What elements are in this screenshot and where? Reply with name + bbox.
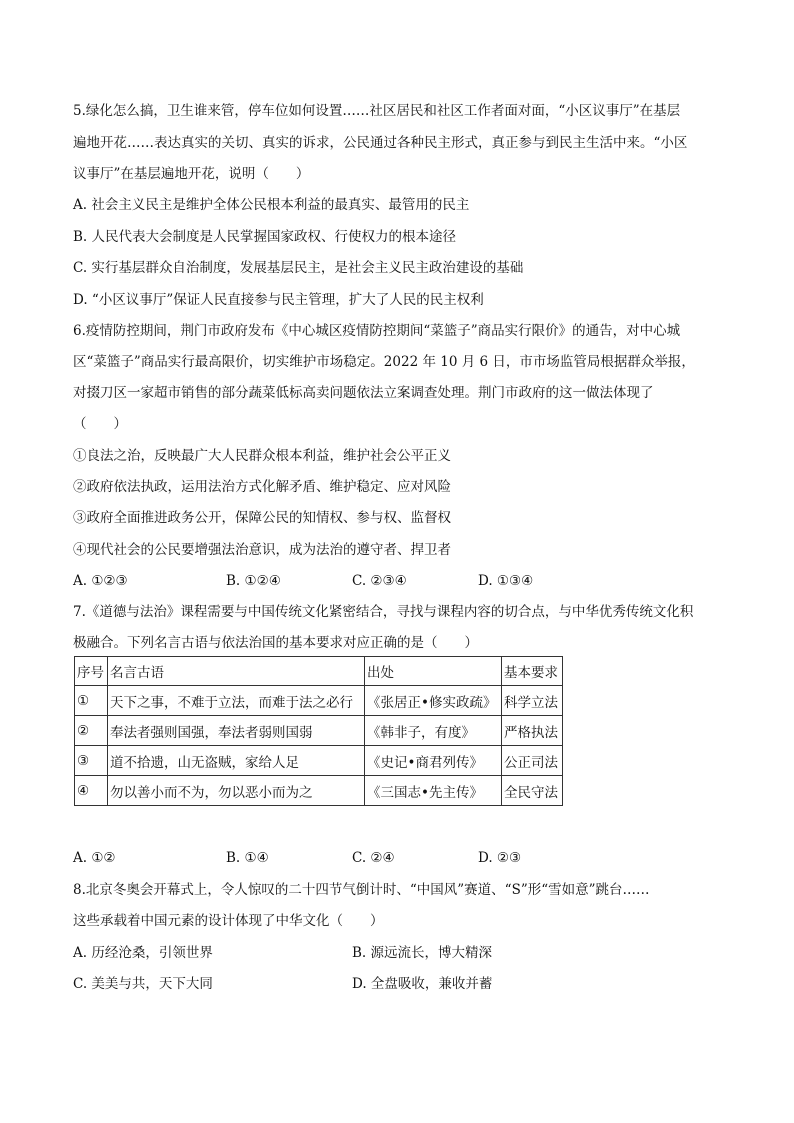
table-header-row <box>75 657 563 686</box>
question-8-line-2: 这些承载着中国元素的设计体现了中华文化（ ） <box>73 913 384 929</box>
table-cell: ② <box>75 716 108 746</box>
table-cell: 科学立法 <box>502 686 563 716</box>
table-cell: 公正司法 <box>502 746 563 776</box>
table-cell: 全民守法 <box>502 776 563 806</box>
question-5-option-c: C. 实行基层群众自治制度，发展基层民主，是社会主义民主政治建设的基础 <box>73 260 524 276</box>
table-row <box>75 716 563 746</box>
question-6-option-d: D. ①③④ <box>478 573 534 589</box>
question-6-statement-2: ②政府依法执政，运用法治方式化解矛盾、维护稳定、应对风险 <box>73 479 451 495</box>
question-5-option-a: A. 社会主义民主是维护全体公民根本利益的最真实、最管用的民主 <box>73 197 470 213</box>
table-row <box>75 746 563 776</box>
table-cell: 《韩非子，有度》 <box>365 716 502 746</box>
question-6-option-b: B. ①②④ <box>226 573 281 589</box>
question-6-statement-3: ③政府全面推进政务公开，保障公民的知情权、参与权、监督权 <box>73 510 451 526</box>
question-8-option-d: D. 全盘吸收，兼收并蓄 <box>352 976 493 992</box>
table-cell: 《张居正•修实政疏》 <box>365 686 502 716</box>
question-5-line-1: 5.绿化怎么搞，卫生谁来管，停车位如何设置……社区居民和社区工作者面对面，“小区议事厅”在基层 <box>73 103 681 119</box>
table-header-cell: 基本要求 <box>502 657 563 686</box>
question-6-line-2: 区“菜篮子”商品实行最高限价，切实维护市场稳定。2022 年 10 月 6 日，市市场监管局根据群众举报， <box>73 354 695 370</box>
table-cell: 《史记•商君列传》 <box>365 746 502 776</box>
table-cell: 《三国志•先主传》 <box>365 776 502 806</box>
table-cell: 勿以善小而不为，勿以恶小而为之 <box>108 776 365 806</box>
question-6-option-c: C. ②③④ <box>352 573 407 589</box>
question-8-option-c: C. 美美与共，天下大同 <box>73 976 213 992</box>
table-cell: 严格执法 <box>502 716 563 746</box>
question-7-option-d: D. ②③ <box>478 850 522 866</box>
question-6-option-a: A. ①②③ <box>73 573 128 589</box>
table-row <box>75 776 563 806</box>
quotes-table <box>74 656 563 806</box>
question-6-line-1: 6.疫情防控期间，荆门市政府发布《中心城区疫情防控期间“菜篮子”商品实行限价》的通告，对中心城 <box>73 323 681 339</box>
table-header-cell: 出处 <box>365 657 502 686</box>
question-8-line-1: 8.北京冬奥会开幕式上，令人惊叹的二十四节气倒计时、“中国风”赛道、“S”形“雪如意”跳台…… <box>73 882 650 898</box>
question-8-option-a: A. 历经沧桑，引领世界 <box>73 945 213 961</box>
question-6-line-3: 对掇刀区一家超市销售的部分蔬菜低标高卖问题依法立案调查处理。荆门市政府的这一做法体现了 <box>73 385 654 401</box>
table-header-cell: 序号 <box>75 657 108 686</box>
question-5-option-d: D. “小区议事厅”保证人民直接参与民主管理，扩大了人民的民主权利 <box>73 292 484 308</box>
table-cell: 道不拾遗，山无盗贼，家给人足 <box>108 746 365 776</box>
question-7-line-1: 7.《道德与法治》课程需要与中国传统文化紧密结合，寻找与课程内容的切合点，与中华优秀传统文化积 <box>73 604 694 620</box>
question-7-option-b: B. ①④ <box>226 850 269 866</box>
table-cell: 奉法者强则国强，奉法者弱则国弱 <box>108 716 365 746</box>
table-cell: ④ <box>75 776 108 806</box>
question-7-option-c: C. ②④ <box>352 850 395 866</box>
table-cell: ③ <box>75 746 108 776</box>
question-5-option-b: B. 人民代表大会制度是人民掌握国家政权、行使权力的根本途径 <box>73 229 457 245</box>
question-6-line-4: （ ） <box>73 416 127 432</box>
question-6-statement-4: ④现代社会的公民要增强法治意识，成为法治的遵守者、捍卫者 <box>73 542 451 558</box>
question-5-line-3: 议事厅”在基层遍地开花，说明（ ） <box>73 166 310 182</box>
question-7-line-2: 极融合。下列名言古语与依法治国的基本要求对应正确的是（ ） <box>73 635 478 651</box>
table-header-cell: 名言古语 <box>108 657 365 686</box>
table-cell: ① <box>75 686 108 716</box>
question-5-line-2: 遍地开花……表达真实的关切、真实的诉求，公民通过各种民主形式，真正参与到民主生活中来。“小区 <box>73 135 688 151</box>
question-8-option-b: B. 源远流长，博大精深 <box>352 945 493 961</box>
question-6-statement-1: ①良法之治，反映最广大人民群众根本利益，维护社会公平正义 <box>73 448 451 464</box>
question-7-option-a: A. ①② <box>73 850 116 866</box>
table-cell: 天下之事，不难于立法，而难于法之必行 <box>108 686 365 716</box>
table-row <box>75 686 563 716</box>
